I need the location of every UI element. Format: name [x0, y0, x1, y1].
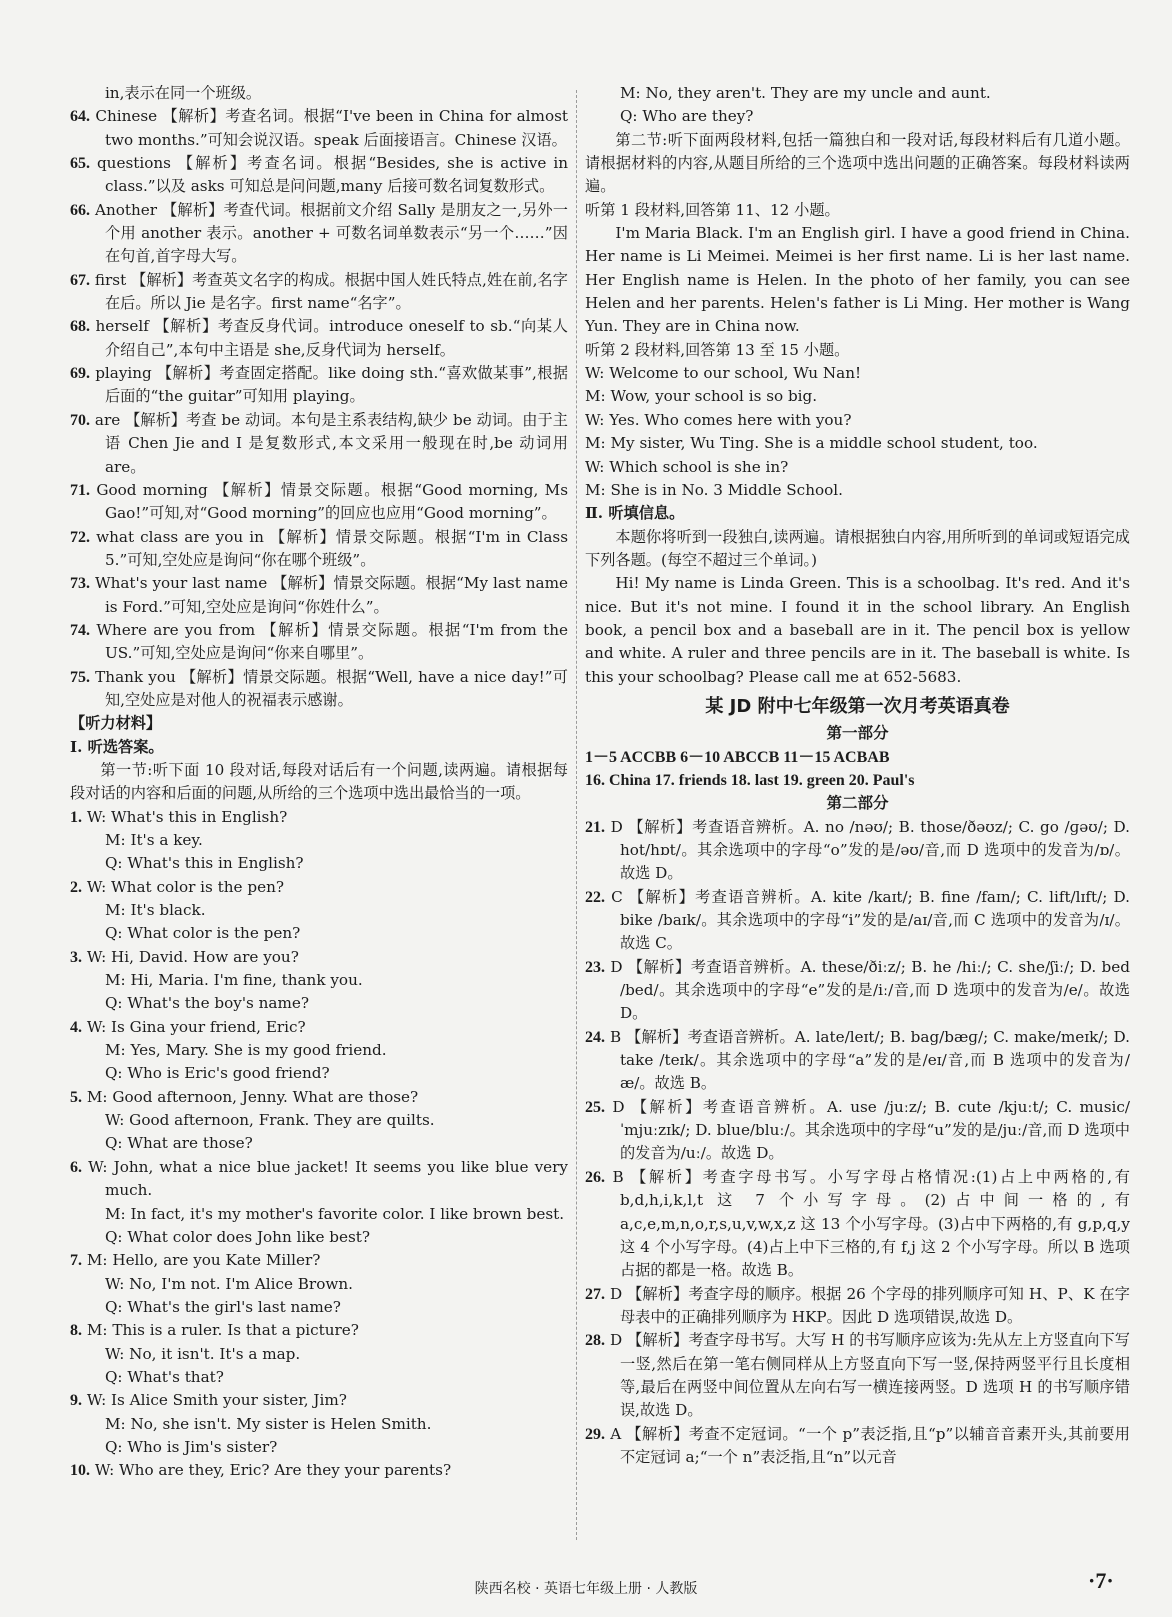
dialogue-line: M: In fact, it's my mother's favorite color. I like brown best.: [104, 1204, 565, 1223]
answer-item: [70, 1156, 568, 1203]
item-number: 72.: [70, 528, 90, 546]
answer-item: [70, 1086, 568, 1109]
item-text: D 【解析】考查语音辨析。A. use /juːz/; B. cute /kjuːt/; C. music/ˈmjuːzɪk/; D. blue/bluː/。其余选项中的字母“u”发的是/juː/音,而 D 选项中的发音为/uː/。故选 D。: [605, 1097, 1130, 1163]
part-heading: 第一部分: [826, 724, 889, 743]
item-number: 10.: [70, 1462, 90, 1480]
text-line: W: Which school is she in?: [585, 457, 789, 476]
item-number: 4.: [70, 1018, 82, 1036]
section-heading: Ⅱ. 听填信息。: [585, 504, 685, 523]
item-text: herself 【解析】考查反身代词。introduce oneself to sb.“向某人介绍自己”,本句中主语是 she,反身代词为 herself。: [90, 317, 568, 359]
item-text: C 【解析】考查语音辨析。A. kite /kaɪt/; B. fine /faɪn/; C. lift/lɪft/; D. bike /baɪk/。其余选项中的字母“i”发的是/aɪ/音,而 C 选项中的发音为/ɪ/。故选 C。: [605, 887, 1130, 953]
item-text: are 【解析】考查 be 动词。本句是主系表结构,缺少 be 动词。由于主语 Chen Jie and I 是复数形式,本文采用一般现在时,be 动词用 are。: [90, 410, 568, 476]
item-number: 68.: [70, 318, 90, 336]
answer-item: [585, 1166, 1130, 1283]
exam-title: 某 JD 附中七年级第一次月考英语真卷: [705, 695, 1010, 717]
dialogue-line: Q: What's the girl's last name?: [104, 1297, 341, 1316]
item-text: M: Good afternoon, Jenny. What are those?: [82, 1087, 419, 1106]
answer-item: [585, 816, 1130, 886]
item-number: 1.: [70, 808, 82, 826]
item-text: Chinese 【解析】考查名词。根据“I've been in China for almost two months.”可知会说汉语。speak 后面接语言。Chinese 汉语。: [90, 107, 568, 149]
answer-item: [585, 1026, 1130, 1096]
item-text: W: Hi, David. How are you?: [82, 947, 299, 966]
dialogue-line: M: It's a key.: [104, 831, 203, 849]
paragraph: I'm Maria Black. I'm an English girl. I have a good friend in China. Her name is Li Meimei. Meimei is her first name. Li is her last name. Her English name is Helen. In the photo of her family, you can see Helen and her parents. Helen's father is Li Ming. Her mother is Wang Yun. They are in China now.: [585, 224, 1130, 336]
item-number: 5.: [70, 1088, 82, 1106]
dialogue-line: M: Yes, Mary. She is my good friend.: [104, 1041, 387, 1060]
answer-item: [585, 886, 1130, 956]
section-heading: 【听力材料】: [70, 714, 162, 733]
part-heading: 第二部分: [826, 794, 889, 813]
item-text: M: Hello, are you Kate Miller?: [82, 1251, 321, 1270]
answer-item: [70, 1016, 568, 1039]
answer-item: [70, 666, 568, 713]
item-number: 65.: [70, 155, 90, 173]
answer-item: [585, 1423, 1130, 1470]
item-number: 8.: [70, 1322, 82, 1340]
answer-item: [70, 946, 568, 969]
continued-text: in,表示在同一个班级。: [104, 84, 262, 102]
item-number: 7.: [70, 1252, 82, 1270]
item-number: 6.: [70, 1158, 82, 1176]
item-number: 28.: [585, 1332, 605, 1350]
answer-item: [70, 362, 568, 409]
item-number: 67.: [70, 271, 90, 289]
dialogue-line: Q: What color does John like best?: [104, 1227, 371, 1246]
answer-item: [70, 409, 568, 479]
answer-item: [70, 269, 568, 316]
item-number: 24.: [585, 1028, 605, 1046]
item-text: B 【解析】考查字母书写。小写字母占格情况:(1)占上中两格的,有 b,d,h,i,k,l,t 这 7 个小写字母。(2)占中间一格的,有 a,c,e,m,n,o,r,s,u,v,w,x,z 这 13 个小写字母。(3)占中下两格的,有 g,p,q,y 这 4 个小写字母。(4)占上中下三格的,有 f,j 这 2 个小写字母。所以 B 选项占据的都是一格。故选 B。: [605, 1167, 1130, 1280]
item-text: What's your last name 【解析】情景交际题。根据“My last name is Ford.”可知,空处应是询问“你姓什么”。: [90, 574, 568, 616]
answer-item: [70, 806, 568, 829]
dialogue-line: Q: What's that?: [104, 1367, 224, 1386]
answer-item: [70, 152, 568, 199]
text-line: 听第 1 段材料,回答第 11、12 小题。: [585, 200, 840, 219]
item-text: D 【解析】考查字母的顺序。根据 26 个字母的排列顺序可知 H、P、K 在字母表中的正确排列顺序为 HKP。因此 D 选项错误,故选 D。: [605, 1284, 1130, 1326]
answer-item: [70, 105, 568, 152]
dialogue-line: Q: What color is the pen?: [104, 924, 301, 943]
answer-item: [70, 572, 568, 619]
item-text: playing 【解析】考查固定搭配。like doing sth.“喜欢做某事”,根据后面的“the guitar”可知用 playing。: [90, 364, 568, 406]
item-number: 71.: [70, 481, 90, 499]
item-number: 69.: [70, 365, 90, 383]
dialogue-line: Q: What's this in English?: [104, 854, 304, 873]
item-text: D 【解析】考查语音辨析。A. no /nəʊ/; B. those/ðəʊz/; C. go /ɡəʊ/; D. hot/hɒt/。其余选项中的字母“o”发的是/əʊ/音,而 D 选项中的发音为/ɒ/。故选 D。: [605, 817, 1130, 883]
answer-item: [70, 315, 568, 362]
item-number: 21.: [585, 818, 605, 836]
text-line: M: My sister, Wu Ting. She is a middle school student, too.: [585, 434, 1038, 453]
item-text: questions 【解析】考查名词。根据“Besides, she is active in class.”以及 asks 可知总是问问题,many 后接可数名词复数形式。: [90, 154, 568, 196]
item-number: 3.: [70, 948, 82, 966]
paragraph: Hi! My name is Linda Green. This is a schoolbag. It's red. And it's nice. But it's not mine. I found it in the school library. An English book, a pencil box and a baseball are in it. The pencil box is yellow and white. A ruler and three pencils are in it. The baseball is white. Is this your schoolbag? Please call me at 652-5683.: [585, 574, 1130, 686]
paragraph: 第二节:听下面两段材料,包括一篇独白和一段对话,每段材料后有几道小题。请根据材料的内容,从题目所给的三个选项中选出问题的正确答案。每段材料读两遍。: [585, 130, 1130, 196]
page-number: ·7·: [1088, 1568, 1114, 1593]
item-number: 2.: [70, 878, 82, 896]
item-number: 75.: [70, 668, 90, 686]
dialogue-line: M: No, she isn't. My sister is Helen Smith.: [104, 1414, 432, 1433]
item-number: 22.: [585, 888, 605, 906]
answer-item: [585, 1283, 1130, 1330]
item-text: A 【解析】考查不定冠词。“一个 p”表泛指,且“p”以辅音音素开头,其前要用不定冠词 a;“一个 n”表泛指,且“n”以元音: [605, 1424, 1130, 1466]
text-line: 听第 2 段材料,回答第 13 至 15 小题。: [585, 340, 850, 359]
answer-item: [70, 1389, 568, 1412]
dialogue-line: W: No, I'm not. I'm Alice Brown.: [104, 1274, 353, 1293]
text-line: M: She is in No. 3 Middle School.: [585, 480, 843, 499]
dialogue-line: M: It's black.: [104, 901, 206, 920]
item-text: W: Who are they, Eric? Are they your parents?: [90, 1461, 452, 1480]
text-line: W: Welcome to our school, Wu Nan!: [585, 364, 862, 383]
paragraph: 第一节:听下面 10 段对话,每段对话后有一个问题,读两遍。请根据每段对话的内容和后面的问题,从所给的三个选项中选出最恰当的一项。: [70, 760, 568, 803]
item-text: W: Is Gina your friend, Eric?: [82, 1017, 306, 1036]
dialogue-line: Q: What's the boy's name?: [104, 994, 310, 1013]
item-text: Where are you from 【解析】情景交际题。根据“I'm from the US.”可知,空处应是询问“你来自哪里”。: [90, 620, 568, 663]
item-number: 23.: [585, 958, 605, 976]
item-text: what class are you in 【解析】情景交际题。根据“I'm in Class 5.”可知,空处应是询问“你在哪个班级”。: [90, 527, 568, 569]
item-number: 25.: [585, 1098, 605, 1116]
left-column: [70, 82, 568, 1483]
item-text: Another 【解析】考查代词。根据前文介绍 Sally 是朋友之一,另外一个用 another 表示。another + 可数名词单数表示“另一个……”因在句首,首字母大写。: [90, 200, 568, 266]
dialogue-line: Q: What are those?: [104, 1134, 253, 1153]
dialogue-line: M: Hi, Maria. I'm fine, thank you.: [104, 971, 363, 990]
answer-key-line: 16. China 17. friends 18. last 19. green 20. Paul's: [585, 771, 915, 789]
item-number: 64.: [70, 108, 90, 126]
section-heading: Ⅰ. 听选答案。: [70, 737, 164, 756]
answer-item: [70, 619, 568, 666]
dialogue-line: Q: Who are they?: [619, 107, 754, 126]
text-line: W: Yes. Who comes here with you?: [585, 410, 852, 429]
item-number: 27.: [585, 1285, 605, 1303]
answer-item: [585, 1329, 1130, 1422]
item-text: D 【解析】考查语音辨析。A. these/ðiːz/; B. he /hiː/; C. she/ʃiː/; D. bed /bed/。其余选项中的字母“e”发的是/iː/音,而 D 选项中的发音为/e/。故选 D。: [605, 957, 1130, 1023]
item-number: 66.: [70, 201, 90, 219]
answer-item: [70, 1319, 568, 1342]
item-text: W: What color is the pen?: [82, 877, 284, 896]
footer-text: 陕西名校 · 英语七年级上册 · 人教版: [474, 1581, 698, 1597]
answer-item: [70, 479, 568, 526]
item-text: Good morning 【解析】情景交际题。根据“Good morning, Ms Gao!”可知,对“Good morning”的回应也应用“Good morning”。: [90, 480, 568, 523]
item-text: W: John, what a nice blue jacket! It seems you like blue very much.: [82, 1157, 568, 1200]
dialogue-line: Q: Who is Eric's good friend?: [104, 1064, 330, 1083]
item-number: 73.: [70, 575, 90, 593]
item-text: first 【解析】考查英文名字的构成。根据中国人姓氏特点,姓在前,名字在后。所以 Jie 是名字。first name“名字”。: [90, 270, 568, 313]
answer-item: [585, 956, 1130, 1026]
text-line: M: Wow, your school is so big.: [585, 387, 818, 406]
answer-item: [585, 1096, 1130, 1166]
item-text: Thank you 【解析】情景交际题。根据“Well, have a nice day!”可知,空处应是对他人的祝福表示感谢。: [90, 667, 568, 709]
item-number: 26.: [585, 1168, 605, 1186]
item-text: W: Is Alice Smith your sister, Jim?: [82, 1391, 347, 1410]
item-text: W: What's this in English?: [82, 807, 288, 826]
answer-item: [70, 1459, 568, 1482]
dialogue-line: Q: Who is Jim's sister?: [104, 1437, 278, 1456]
item-number: 70.: [70, 411, 90, 429]
item-number: 74.: [70, 621, 90, 639]
item-text: M: This is a ruler. Is that a picture?: [82, 1321, 359, 1340]
column-divider: [576, 90, 577, 1540]
answer-item: [70, 199, 568, 269]
right-column: [585, 82, 1130, 1469]
dialogue-line: M: No, they aren't. They are my uncle and aunt.: [619, 84, 991, 102]
item-text: B 【解析】考查语音辨析。A. late/leɪt/; B. bag/bæɡ/; C. make/meɪk/; D. take /teɪk/。其余选项中的字母“a”发的是/eɪ/音,而 B 选项中的发音为/æ/。故选 B。: [605, 1027, 1130, 1093]
answer-key-line: 1－5 ACCBB 6－10 ABCCB 11－15 ACBAB: [585, 748, 890, 766]
answer-item: [70, 876, 568, 899]
dialogue-line: W: No, it isn't. It's a map.: [104, 1344, 301, 1363]
paragraph: 本题你将听到一段独白,读两遍。请根据独白内容,用所听到的单词或短语完成下列各题。(每空不超过三个单词。): [585, 527, 1130, 569]
answer-item: [70, 526, 568, 573]
dialogue-line: W: Good afternoon, Frank. They are quilts.: [104, 1111, 435, 1130]
item-number: 29.: [585, 1425, 605, 1443]
item-number: 9.: [70, 1392, 82, 1410]
item-text: D 【解析】考查字母书写。大写 H 的书写顺序应该为:先从左上方竖直向下写一竖,然后在第一笔右侧同样从上方竖直向下写一竖,保持两竖平行且长度相等,最后在两竖中间位置从左向右写一横连接两竖。D 选项 H 的书写顺序错误,故选 D。: [605, 1331, 1130, 1420]
answer-item: [70, 1249, 568, 1272]
